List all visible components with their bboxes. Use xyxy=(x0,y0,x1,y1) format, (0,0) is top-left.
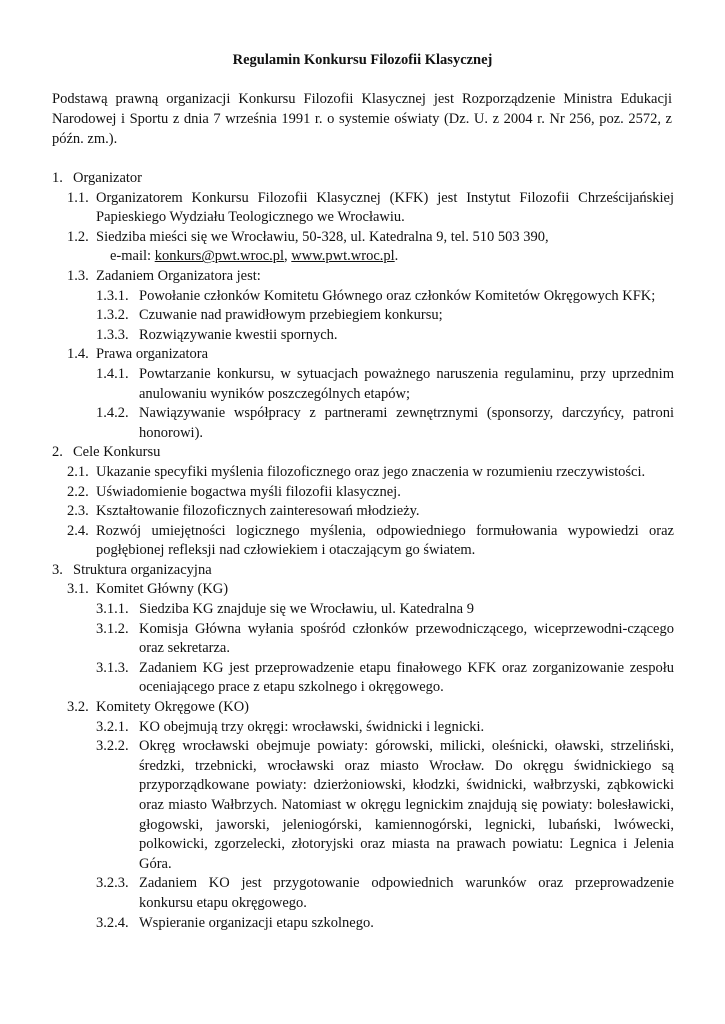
item-number: 1.4.1. xyxy=(96,365,129,382)
clause-1-2 xyxy=(52,228,674,267)
item-1-4-1 xyxy=(52,365,674,404)
item-3-2-1 xyxy=(52,718,674,738)
item-number: 3.2.3. xyxy=(96,875,129,892)
clause-text: Komitety Okręgowe (KO) xyxy=(96,699,250,716)
clause-2-1 xyxy=(52,463,674,483)
regulation-body xyxy=(52,169,674,933)
item-3-1-2 xyxy=(52,620,674,659)
clause-1-4 xyxy=(52,345,674,365)
item-3-2-4 xyxy=(52,914,674,934)
separator: , xyxy=(284,248,288,265)
clause-text: Ukazanie specyfiki myślenia filozoficznego oraz jego znaczenia w rozumieniu rzeczywistości. xyxy=(96,463,646,480)
clause-3-1 xyxy=(52,580,674,600)
end-punct: . xyxy=(394,248,399,265)
clause-number: 1.1. xyxy=(67,189,89,206)
item-number: 3.2.1. xyxy=(96,718,129,735)
clause-number: 3.2. xyxy=(67,699,89,716)
item-number: 3.1.2. xyxy=(96,620,129,637)
item-number: 1.4.2. xyxy=(96,405,129,422)
item-text: Okręg wrocławski obejmuje powiaty: górowski, milicki, oleśnicki, oławski, strzeliński, średzki, trzebnicki, wrocławski oraz miasto Wrocław. Do okręgu świdnickiego są przyporządkowane powiaty: dzierżoniowski, kłodzki, świdnicki, wałbrzyski, ząbkowicki oraz miasto Wałbrzych. Natomiast w okręgu legnickim znajdują się powiaty: bolesławicki, głogowski, jaworski, jeleniogórski, kamiennogórski, legnicki, lubański, lwówecki, polkowicki, zgorzelecki, złotoryjski oraz miasta na prawach powiatu: Legnica i Jelenia Góra. xyxy=(139,738,674,872)
item-text: Rozwiązywanie kwestii spornych. xyxy=(139,326,338,343)
item-text: Czuwanie nad prawidłowym przebiegiem konkursu; xyxy=(139,307,443,324)
item-number: 3.1.3. xyxy=(96,659,129,676)
document-title: Regulamin Konkursu Filozofii Klasycznej xyxy=(232,52,493,68)
item-3-2-3 xyxy=(52,874,674,913)
clause-text: Kształtowanie filozoficznych zainteresowań młodzieży. xyxy=(96,503,420,520)
clause-number: 2.3. xyxy=(67,503,89,520)
item-1-3-3 xyxy=(52,326,674,346)
item-text: Zadaniem KO jest przygotowanie odpowiednich warunków oraz przeprowadzenie konkursu etapu okręgowego. xyxy=(139,875,674,911)
section-title: Struktura organizacyjna xyxy=(73,561,212,578)
clause-text xyxy=(96,228,674,267)
clause-1-1 xyxy=(52,189,674,228)
section-title: Organizator xyxy=(73,170,142,186)
website-link[interactable]: www.pwt.wroc.pl xyxy=(291,248,395,265)
item-number: 3.1.1. xyxy=(96,601,129,618)
clause-3-2 xyxy=(52,698,674,718)
clause-text: Uświadomienie bogactwa myśli filozofii klasycznej. xyxy=(96,483,401,500)
section-number: 3. xyxy=(52,561,63,578)
section-title: Cele Konkursu xyxy=(73,444,161,461)
clause-2-3 xyxy=(52,502,674,522)
item-3-1-1 xyxy=(52,600,674,620)
section-2-heading xyxy=(52,443,674,463)
clause-text: Rozwój umiejętności logicznego myślenia, odpowiedniego formułowania wypowiedzi oraz pogłębionej refleksji nad człowiekiem i otaczającym go światem. xyxy=(96,522,674,559)
item-text: Powtarzanie konkursu, w sytuacjach poważnego naruszenia regulaminu, przy uprzednim anulowaniu wyników poszczególnych etapów; xyxy=(139,365,674,402)
item-1-4-2 xyxy=(52,404,674,443)
item-3-2-2 xyxy=(52,737,674,874)
section-number: 1. xyxy=(52,170,63,186)
clause-1-3 xyxy=(52,267,674,287)
clause-number: 2.1. xyxy=(67,463,89,480)
clause-text: Zadaniem Organizatora jest: xyxy=(96,267,261,284)
clause-2-4 xyxy=(52,522,674,561)
clause-number: 3.1. xyxy=(67,581,89,598)
section-number: 2. xyxy=(52,444,63,461)
clause-text: Prawa organizatora xyxy=(96,346,209,363)
clause-number: 1.2. xyxy=(67,228,89,245)
clause-text: Organizatorem Konkursu Filozofii Klasycznej (KFK) jest Instytut Filozofii Chrześcijańskiej Papieskiego Wydziału Teologicznego we Wrocławiu. xyxy=(96,189,674,226)
clause-number: 1.4. xyxy=(67,346,89,363)
clause-2-2 xyxy=(52,483,674,503)
clause-number: 2.4. xyxy=(67,522,89,539)
intro-paragraph: Podstawą prawną organizacji Konkursu Filozofii Klasycznej jest Rozporządzenie Ministra Edukacji Narodowej i Sportu z dnia 7 września 1991 r. o systemie oświaty (Dz. U. z 2004 r. Nr 256, poz. 2572, z późn. zm.). xyxy=(52,91,672,147)
item-text: Komisja Główna wyłania spośród członków przewodniczącego, wiceprzewodni-czącego oraz sekretarza. xyxy=(139,620,674,657)
clause-number: 1.3. xyxy=(67,267,89,284)
clause-number: 2.2. xyxy=(67,483,89,500)
item-number: 3.2.2. xyxy=(96,738,129,755)
section-1-heading xyxy=(52,169,674,189)
item-3-1-3 xyxy=(52,659,674,698)
item-number: 1.3.3. xyxy=(96,326,129,343)
item-text: Wspieranie organizacji etapu szkolnego. xyxy=(139,914,374,931)
contact-line xyxy=(96,247,398,267)
item-text: Nawiązywanie współpracy z partnerami zewnętrznymi (sponsorzy, darczyńcy, patroni honorowi). xyxy=(139,405,674,441)
item-1-3-2 xyxy=(52,306,674,326)
item-text: Powołanie członków Komitetu Głównego oraz członków Komitetów Okręgowych KFK; xyxy=(139,287,656,304)
item-number: 1.3.1. xyxy=(96,287,129,304)
item-number: 1.3.2. xyxy=(96,307,129,324)
item-1-3-1 xyxy=(52,287,674,307)
item-text: KO obejmują trzy okręgi: wrocławski, świdnicki i legnicki. xyxy=(139,718,485,735)
address-line: Siedziba mieści się we Wrocławiu, 50-328, ul. Katedralna 9, tel. 510 503 390, xyxy=(96,228,549,245)
item-number: 3.2.4. xyxy=(96,914,129,931)
item-text: Siedziba KG znajduje się we Wrocławiu, ul. Katedralna 9 xyxy=(139,601,474,618)
clause-text: Komitet Główny (KG) xyxy=(96,581,229,598)
email-label: e-mail: xyxy=(110,248,152,265)
item-text: Zadaniem KG jest przeprowadzenie etapu finałowego KFK oraz zorganizowanie zespołu oceniającego prace z etapu szkolnego i okręgowego. xyxy=(139,659,674,696)
section-3-heading xyxy=(52,561,674,581)
email-link[interactable]: konkurs@pwt.wroc.pl xyxy=(154,248,285,265)
